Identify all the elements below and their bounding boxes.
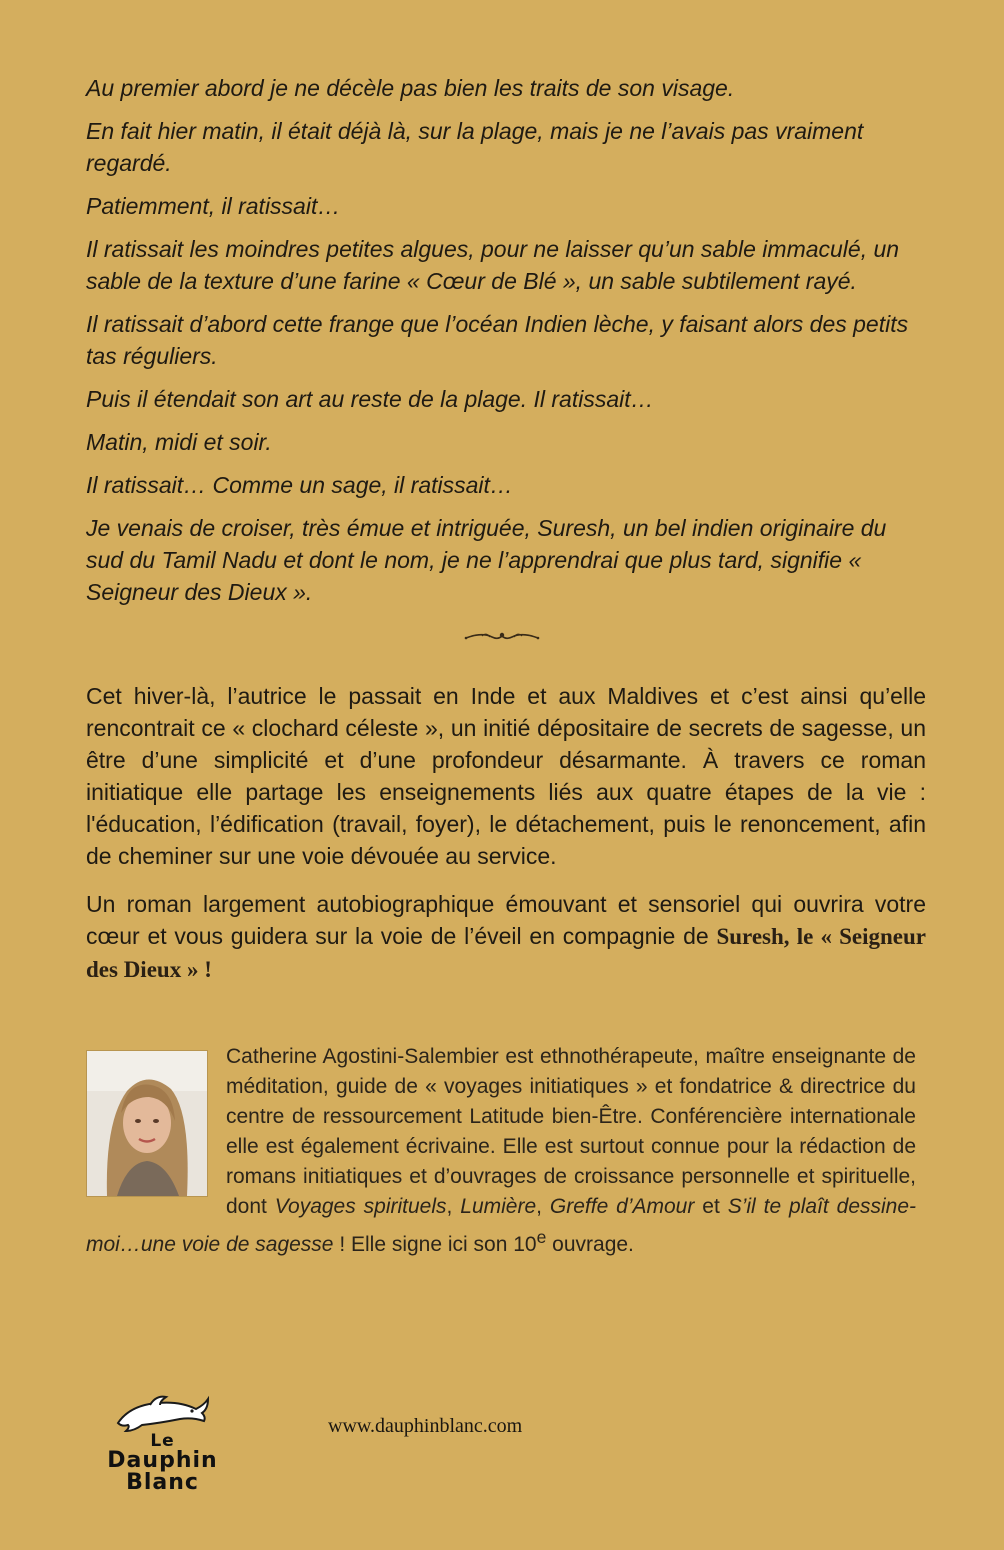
bio-text: [86, 1042, 916, 1260]
summary-name: Suresh, le « Seigneur des Dieux » !: [86, 924, 926, 982]
summary-paragraph: Cet hiver-là, l’autrice le passait en Inde et aux Maldives et c’est ainsi qu’elle rencontrait ce « clochard céleste », un initié dépositaire de secrets de sagesse, un être d’une simplicité et d’une profondeur désarmante. À travers ce roman initiatique elle partage les enseignements liés aux quatre étapes de la vie : l'éducation, l’édification (travail, foyer), le détachement, puis le renoncement, afin de cheminer sur une voie dévouée au service.: [86, 683, 926, 869]
excerpt-paragraph: Il ratissait d’abord cette frange que l’océan Indien lèche, y faisant alors des petits tas réguliers.: [86, 311, 909, 369]
excerpt-paragraph: Je venais de croiser, très émue et intriguée, Suresh, un bel indien originaire du sud du Tamil Nadu et dont le nom, je ne l’apprendrai que plus tard, signifie « Seigneur des Dieux ».: [86, 515, 887, 605]
ordinal-superscript: e: [536, 1227, 547, 1247]
book-title: Voyages spirituels: [274, 1195, 447, 1218]
bio-separator: et: [694, 1195, 728, 1218]
logo-line: Blanc: [126, 1470, 199, 1495]
bio-separator: ,: [446, 1195, 461, 1218]
logo-line: Dauphin: [107, 1448, 218, 1473]
publisher-logo: [80, 1385, 245, 1505]
logo-line: Le: [150, 1431, 175, 1451]
excerpt-paragraph: Patiemment, il ratissait…: [86, 193, 341, 219]
author-photo: [86, 1050, 208, 1197]
book-title: Lumière: [460, 1195, 537, 1218]
excerpt-paragraph: Matin, midi et soir.: [86, 429, 272, 455]
publisher-name: [80, 1433, 245, 1494]
bio-text-part: Catherine Agostini-Salembier est ethnothérapeute, maître enseignante de méditation, guide de « voyages initiatiques » et fondatrice & directrice du centre de ressourcement Latitude bien-Être. Conférencière internationale elle est également écrivaine. Elle est surtout connue pour la rédaction de romans initiatiques et d’ouvrages de croissance personnelle et spirituelle, dont: [226, 1045, 916, 1218]
bio-separator: ,: [536, 1195, 550, 1218]
excerpt-paragraph: Puis il étendait son art au reste de la plage. Il ratissait…: [86, 386, 654, 412]
excerpt-paragraph: En fait hier matin, il était déjà là, sur la plage, mais je ne l’avais pas vraiment regardé.: [86, 118, 864, 176]
bio-text-part: ! Elle signe ici son 10: [333, 1233, 537, 1256]
summary-paragraph: [86, 888, 926, 986]
excerpt-paragraph: Il ratissait… Comme un sage, il ratissait…: [86, 472, 513, 498]
excerpt-paragraph: Il ratissait les moindres petites algues, pour ne laisser qu’un sable immaculé, un sable de la texture d’une farine « Cœur de Blé », un sable subtilement rayé.: [86, 236, 900, 294]
book-title: Greffe d’Amour: [549, 1195, 695, 1218]
excerpt: [86, 72, 926, 619]
book-title: S’il te plaît dessine-moi…une voie de sagesse: [86, 1195, 917, 1256]
excerpt-paragraph: Au premier abord je ne décèle pas bien les traits de son visage.: [86, 75, 735, 101]
summary-text: Un roman largement autobiographique émouvant et sensoriel qui ouvrira votre cœur et vous guidera sur la voie de l’éveil en compagnie de: [86, 891, 926, 949]
author-bio: [86, 1042, 916, 1260]
ornament-divider-icon: [462, 626, 542, 646]
book-summary: [86, 680, 926, 1002]
publisher-website[interactable]: www.dauphinblanc.com: [328, 1415, 523, 1437]
bio-text-part: ouvrage.: [546, 1233, 634, 1256]
